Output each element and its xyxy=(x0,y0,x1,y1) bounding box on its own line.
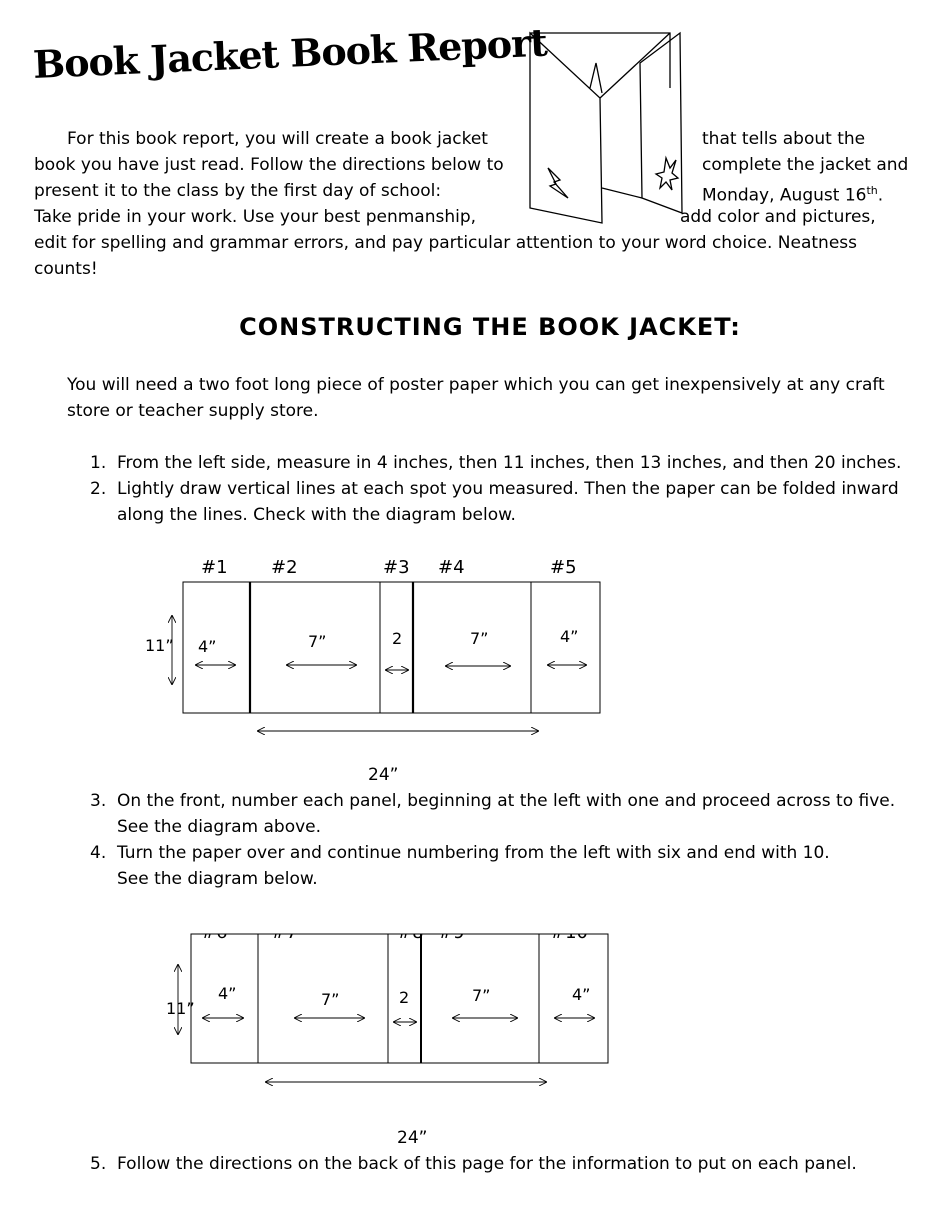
diagram-back xyxy=(0,910,950,1150)
intro-full-line-2: counts! xyxy=(34,259,98,279)
step-text: Lightly draw vertical lines at each spot you measured. Then the paper can be folded inward xyxy=(117,479,899,499)
width-label: 4” xyxy=(572,985,591,1004)
panel-label: #4 xyxy=(438,557,465,578)
width-label: 4” xyxy=(560,627,579,646)
width-label: 7” xyxy=(470,629,489,648)
intro-right-4: add color and pictures, xyxy=(680,207,876,227)
intro-line-3: present it to the class by the first day of school: xyxy=(34,181,442,201)
step-number: 4. xyxy=(90,843,107,863)
width-label: 2 xyxy=(392,629,403,648)
page-title: Book Jacket Book Report xyxy=(32,19,548,88)
panel-label: #3 xyxy=(383,557,410,578)
panel-label: #1 xyxy=(201,557,228,578)
intro-line-1: For this book report, you will create a book jacket xyxy=(67,129,488,149)
width-label: 2 xyxy=(399,988,410,1007)
book-jacket-illustration xyxy=(520,28,690,233)
width-label: 7” xyxy=(308,632,327,651)
intro-right-1: that tells about the xyxy=(702,129,866,149)
panel-label: #2 xyxy=(271,557,298,578)
step-number: 2. xyxy=(90,479,107,499)
intro-right-2: complete the jacket and xyxy=(702,155,909,175)
materials-line-2: store or teacher supply store. xyxy=(67,401,319,421)
materials-line-1: You will need a two foot long piece of poster paper which you can get inexpensively at any craft xyxy=(67,375,885,395)
width-label: 7” xyxy=(472,986,491,1005)
step-text: Follow the directions on the back of this page for the information to put on each panel. xyxy=(117,1154,857,1174)
step-number: 5. xyxy=(90,1154,107,1174)
intro-line-4: Take pride in your work. Use your best penmanship, xyxy=(34,207,477,227)
due-date-text: Monday, August 16 xyxy=(702,185,867,206)
section-heading: CONSTRUCTING THE BOOK JACKET: xyxy=(239,313,741,341)
diagram-front xyxy=(0,540,950,790)
height-label: 11” xyxy=(166,999,195,1018)
step-number: 3. xyxy=(90,791,107,811)
intro-line-2: book you have just read. Follow the directions below to xyxy=(34,155,504,175)
step-text: See the diagram below. xyxy=(117,869,318,889)
step-text: along the lines. Check with the diagram below. xyxy=(117,505,516,525)
step-number: 1. xyxy=(90,453,107,473)
due-date-end: . xyxy=(877,185,884,206)
width-label: 4” xyxy=(218,984,237,1003)
total-width-label: 24” xyxy=(397,1128,428,1148)
total-width-label: 24” xyxy=(368,765,399,785)
due-date-sup: th xyxy=(866,184,878,197)
width-label: 7” xyxy=(321,990,340,1009)
panel-label: #5 xyxy=(550,557,577,578)
step-text: Turn the paper over and continue numbering from the left with six and end with 10. xyxy=(117,843,830,863)
step-text: On the front, number each panel, beginning at the left with one and proceed across to five. xyxy=(117,791,896,811)
intro-full-line-1: edit for spelling and grammar errors, and pay particular attention to your word choice. Neatness xyxy=(34,233,858,253)
height-label: 11” xyxy=(145,636,174,655)
width-label: 4” xyxy=(198,637,217,656)
step-text: From the left side, measure in 4 inches, then 11 inches, then 13 inches, and then 20 inches. xyxy=(117,453,902,473)
step-text: See the diagram above. xyxy=(117,817,322,837)
